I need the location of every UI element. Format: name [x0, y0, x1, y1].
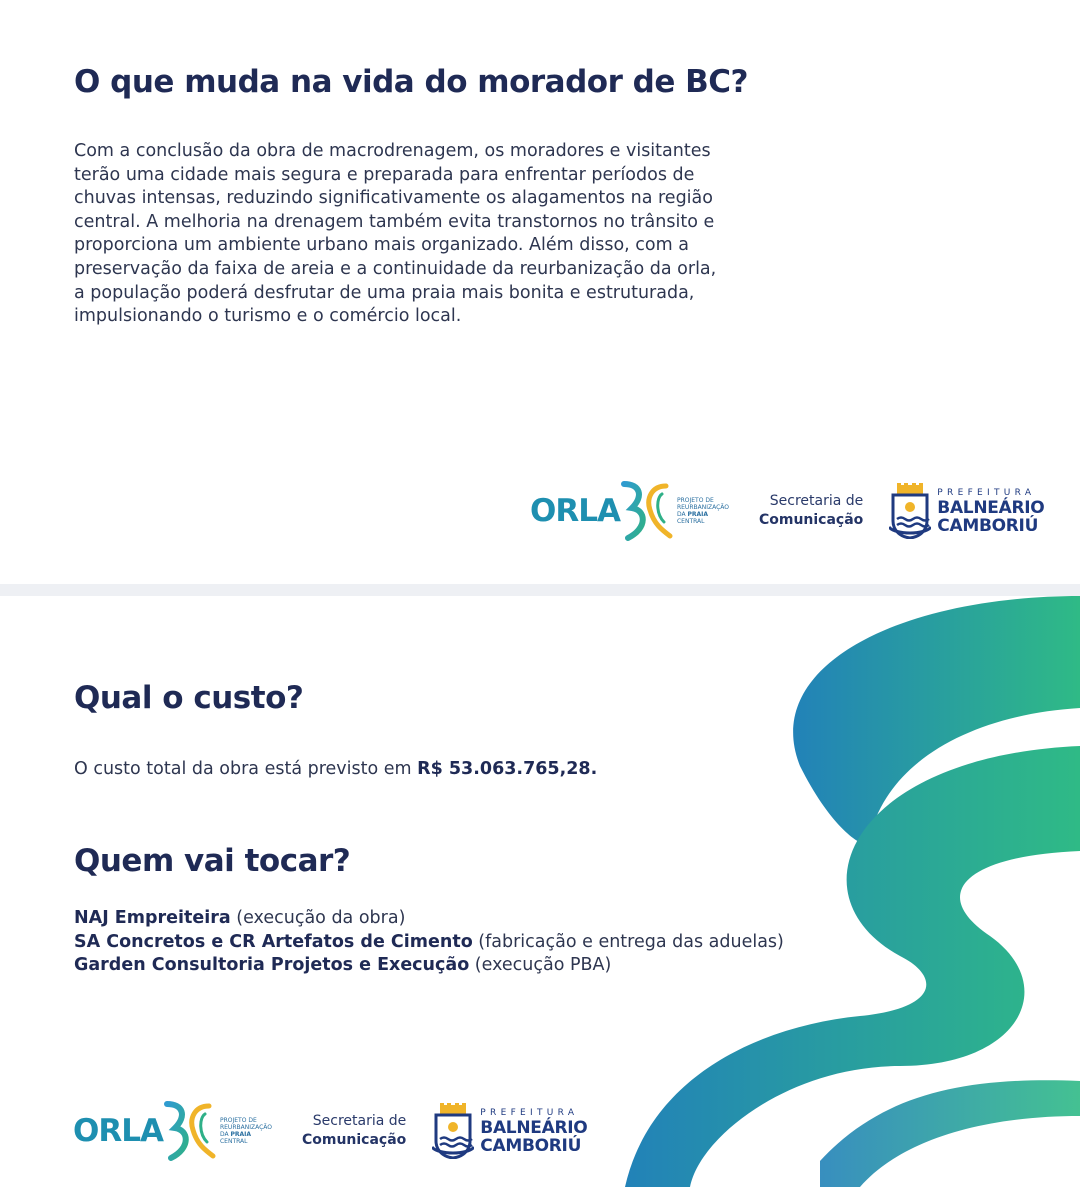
cost-sentence: O custo total da obra está previsto em R$ 53.063.765,28.: [74, 759, 598, 779]
section-title-what-changes: O que muda na vida do morador de BC?: [74, 64, 749, 100]
city-crest-icon: [889, 483, 931, 539]
contractor-list: [74, 907, 784, 978]
list-item: SA Concretos e CR Artefatos de Cimento (fabricação e entrega das aduelas): [74, 931, 784, 952]
prefeitura-logo: [432, 1103, 587, 1159]
city-crest-icon: [432, 1103, 474, 1159]
cost-value: R$ 53.063.765,28.: [417, 759, 598, 779]
orla-wordmark: ORLA: [530, 493, 620, 529]
prefeitura-label: PREFEITURA: [480, 1107, 579, 1118]
prefeitura-logo: [889, 483, 1044, 539]
bc-mark-icon: [618, 480, 674, 542]
orla-subtitle: PROJETO DE REURBANIZAÇÃO DA PRAIA CENTRAL: [676, 497, 729, 525]
bottom-panel: [0, 596, 1080, 1187]
orla-bc-logo: [73, 1100, 280, 1162]
balneario-label: BALNEÁRIO: [937, 497, 1045, 518]
list-item: Garden Consultoria Projetos e Execução (execução PBA): [74, 955, 612, 976]
section-title-cost: Qual o custo?: [74, 680, 304, 716]
secretaria-comunicacao-logo: Secretaria de Comunicação: [758, 493, 864, 528]
orla-subtitle: PROJETO DE REURBANIZAÇÃO DA PRAIA CENTRAL: [219, 1117, 272, 1145]
secretaria-comunicacao-logo: Secretaria de Comunicação: [301, 1113, 407, 1148]
camboriu-label: CAMBORIÚ: [480, 1135, 582, 1156]
balneario-label: BALNEÁRIO: [480, 1117, 588, 1138]
what-changes-paragraph: Com a conclusão da obra de macrodrenagem, os moradores e visitantes terão uma cidade mais segura e preparada para enfrentar períodos de chuvas intensas, reduzindo significativamente os alagamentos na região central. A melhoria na drenagem também evita transtornos no trânsito e proporciona um ambiente urbano mais organizado. Além disso, com a preservação da faixa de areia e a continuidade da reurbanização da orla, a população poderá desfrutar de uma praia mais bonita e estruturada, impulsionando o turismo e o comércio local.: [74, 141, 717, 327]
top-panel: [0, 0, 1080, 584]
bc-mark-icon: [161, 1100, 217, 1162]
logo-strip: [73, 1100, 587, 1162]
orla-wordmark: ORLA: [73, 1113, 163, 1149]
orla-bc-logo: [530, 480, 737, 542]
prefeitura-label: PREFEITURA: [937, 487, 1036, 498]
panel-separator: [0, 584, 1080, 596]
camboriu-label: CAMBORIÚ: [937, 515, 1039, 536]
section-title-who: Quem vai tocar?: [74, 843, 351, 879]
logo-strip: [530, 480, 1044, 542]
list-item: NAJ Empreiteira (execução da obra): [74, 908, 406, 928]
